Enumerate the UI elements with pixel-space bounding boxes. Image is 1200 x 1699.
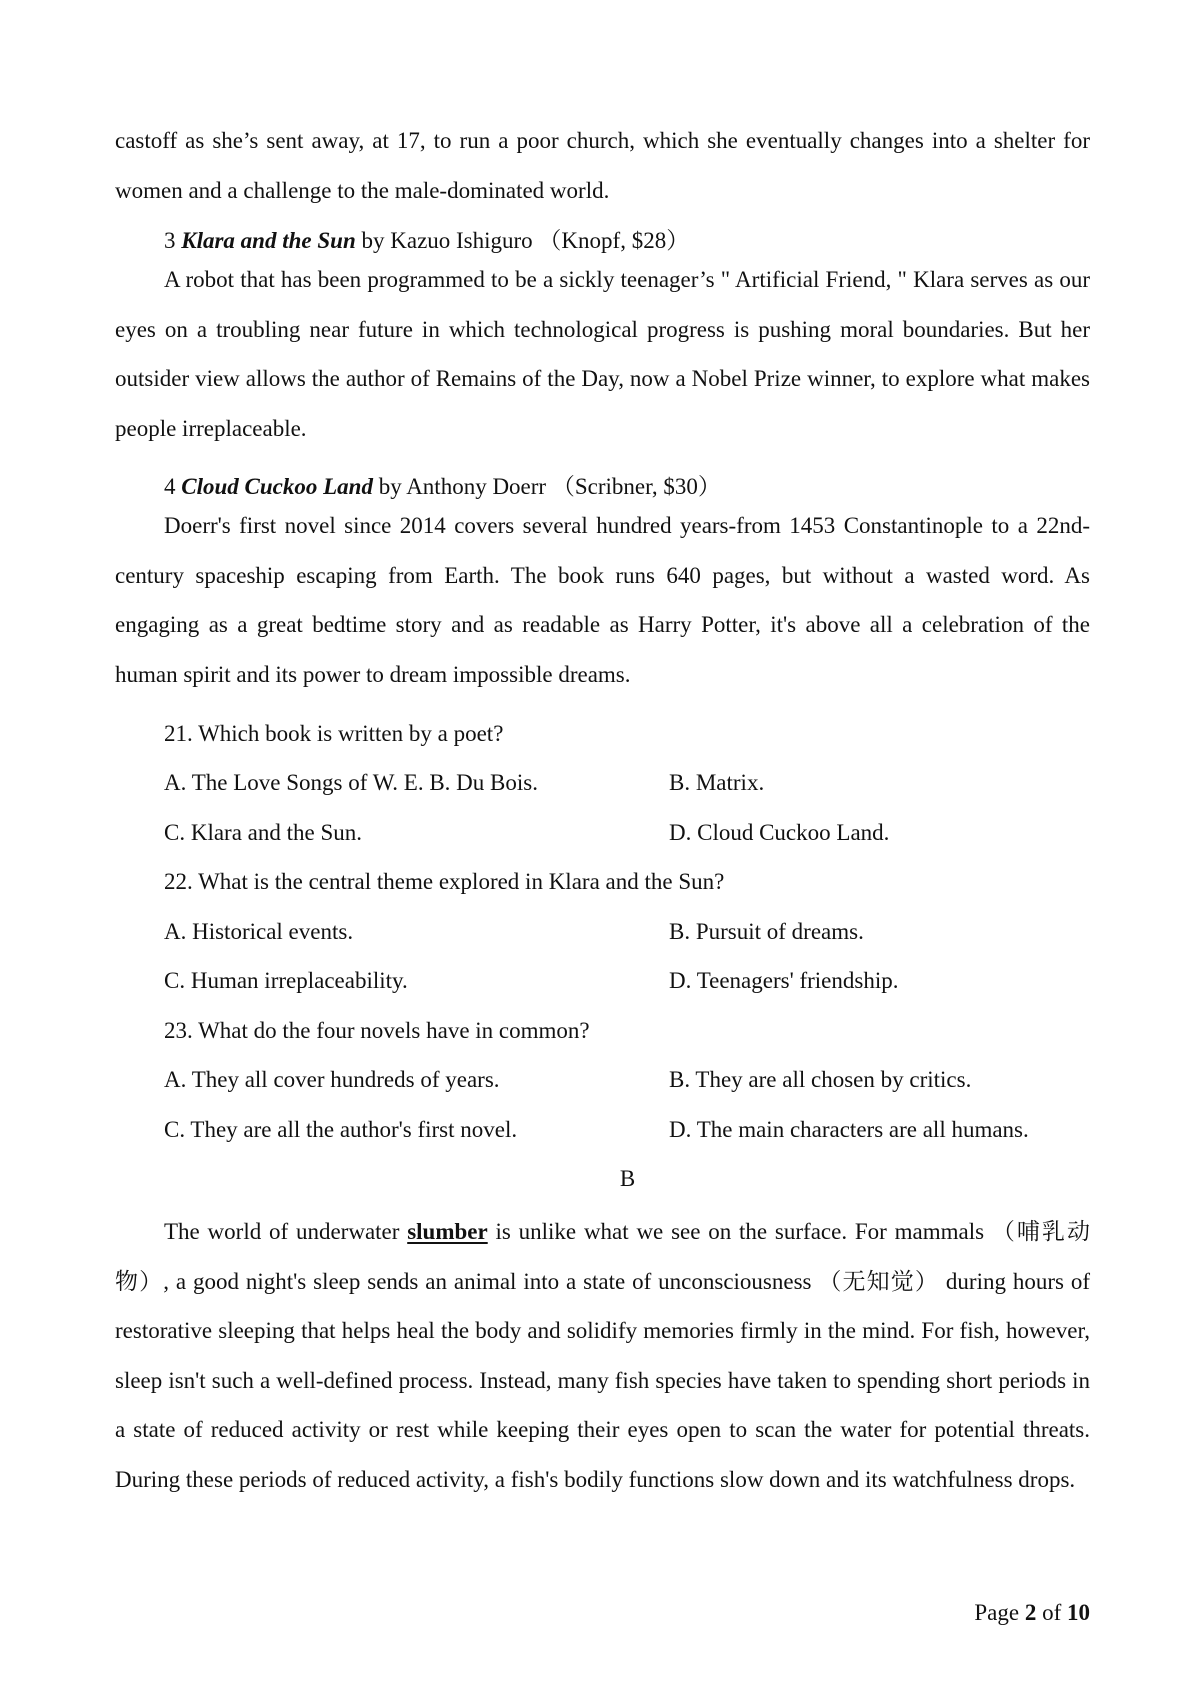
question-22-option-c: C. Human irreplaceability.: [164, 968, 408, 993]
page-number-footer: [974, 1598, 1090, 1628]
question-23-option-c: C. They are all the author's first novel.: [164, 1117, 518, 1142]
question-21-option-b: B. Matrix.: [669, 770, 765, 795]
section-b-keyword: slumber: [407, 1219, 488, 1244]
section-b-heading: B: [619, 1166, 636, 1191]
book-4-title: Cloud Cuckoo Land: [181, 474, 373, 499]
book-4-byline: by Anthony Doerr （Scribner, $30）: [372, 474, 721, 499]
intro-paragraph: castoff as she’s sent away, at 17, to run a poor church, which she eventually changes into a shelter for women and a challenge to the male-dominated world.: [115, 128, 1090, 203]
book-3-number: 3: [164, 228, 176, 253]
footer-middle: of: [1036, 1600, 1067, 1625]
question-22-option-b: B. Pursuit of dreams.: [669, 919, 864, 944]
footer-total-pages: 10: [1067, 1600, 1090, 1625]
question-23-option-a: A. They all cover hundreds of years.: [164, 1067, 500, 1092]
question-21-stem: 21. Which book is written by a poet?: [164, 721, 504, 746]
footer-current-page: 2: [1024, 1600, 1037, 1625]
section-b-text-after: is unlike what we see on the surface. For mammals （哺乳动 物）, a good night's sleep sends an animal into a state of unconsciousness （无知觉） during hours of restorative sleeping that helps heal the body and solidify memories firmly in the mind. For fish, however, sleep isn't such a well-defined process. Instead, many fish species have taken to spending short periods in a state of reduced activity or rest while keeping their eyes open to scan the water for potential threats. During these periods of reduced activity, a fish's bodily functions slow down and its watchfulness drops.: [115, 1219, 1090, 1492]
book-3-byline: by Kazuo Ishiguro （Knopf, $28）: [355, 228, 690, 253]
question-21-option-a: A. The Love Songs of W. E. B. Du Bois.: [164, 770, 538, 795]
question-23-option-d: D. The main characters are all humans.: [669, 1117, 1029, 1142]
section-b-text-before: The world of underwater: [164, 1219, 408, 1244]
book-4-description: Doerr's first novel since 2014 covers several hundred years-from 1453 Constantinople to a 22nd-century spaceship escaping from Earth. The book runs 640 pages, but without a wasted word. As engaging as a great bedtime story and as readable as Harry Potter, it's above all a celebration of the human spirit and its power to dream impossible dreams.: [115, 513, 1090, 687]
question-23-stem: 23. What do the four novels have in common?: [164, 1018, 590, 1043]
question-22-option-a: A. Historical events.: [164, 919, 354, 944]
book-3-title: Klara and the Sun: [181, 228, 356, 253]
question-22-stem: 22. What is the central theme explored in Klara and the Sun?: [164, 869, 725, 894]
footer-prefix: Page: [974, 1600, 1025, 1625]
question-21-option-d: D. Cloud Cuckoo Land.: [669, 820, 890, 845]
book-4-number: 4: [164, 474, 176, 499]
book-3-description: A robot that has been programmed to be a sickly teenager’s " Artificial Friend, " Klara serves as our eyes on a troubling near future in which technological progress is pushing moral boundaries. But her outsider view allows the author of Remains of the Day, now a Nobel Prize winner, to explore what makes people irreplaceable.: [115, 267, 1090, 441]
question-23-option-b: B. They are all chosen by critics.: [669, 1067, 972, 1092]
book-3-heading: [164, 226, 689, 256]
question-22-option-d: D. Teenagers' friendship.: [669, 968, 899, 993]
section-b-paragraph: [115, 1207, 1090, 1504]
question-21-option-c: C. Klara and the Sun.: [164, 820, 363, 845]
book-4-heading: [164, 472, 721, 502]
